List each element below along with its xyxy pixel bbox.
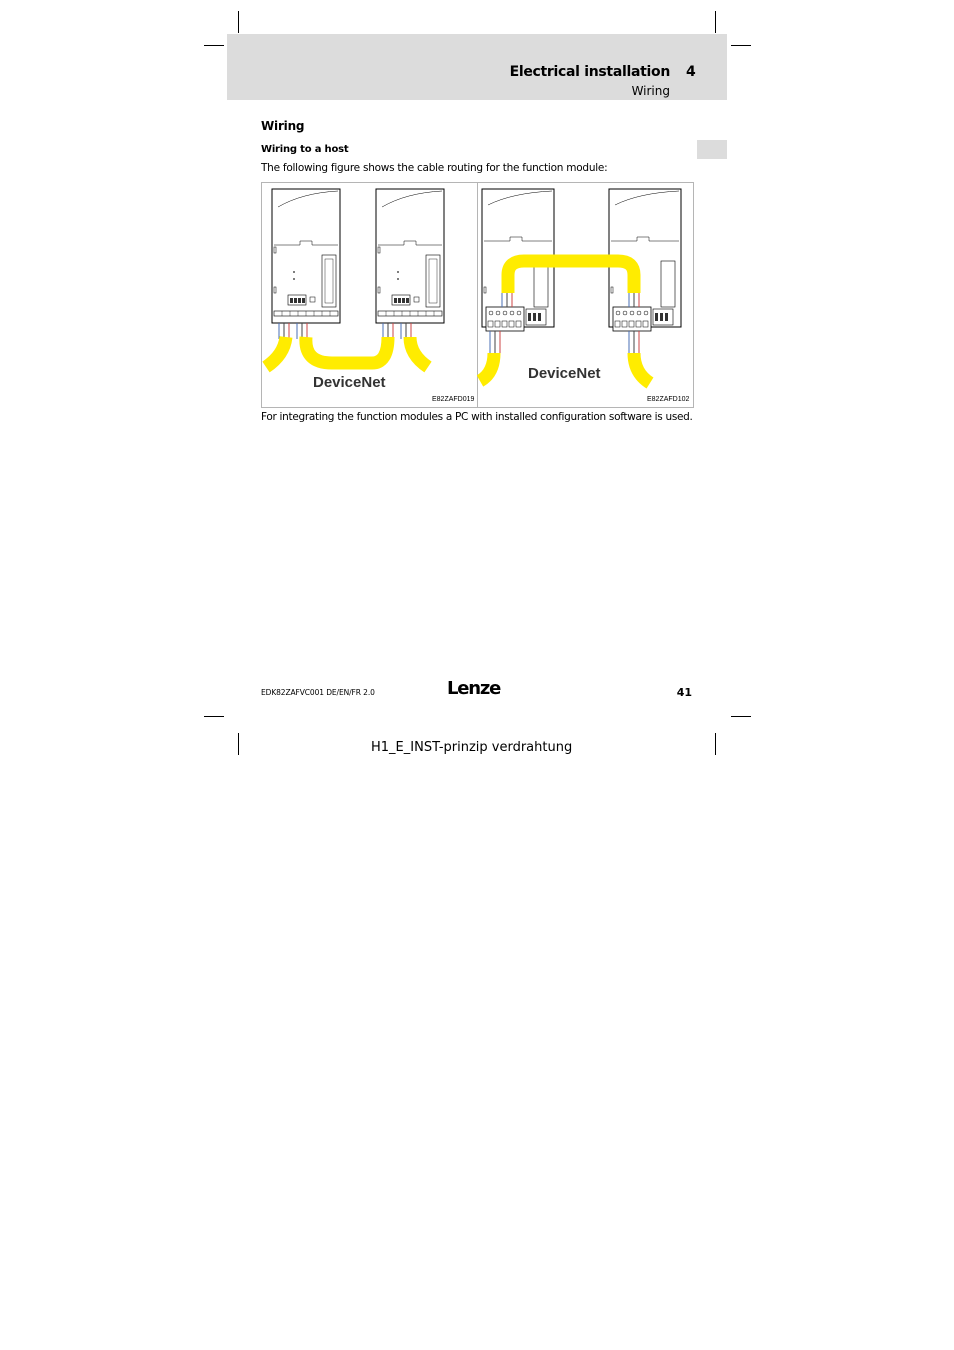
file-label: H1_E_INST-prinzip verdrahtung — [371, 740, 573, 755]
intro-paragraph: The following figure shows the cable routing for the function module: — [261, 162, 608, 174]
figure-caption-right: E82ZAFD102 — [647, 396, 690, 403]
document-code: EDK82ZAFVC001 DE/EN/FR 2.0 — [261, 688, 375, 697]
lenze-logo: Lenze — [447, 678, 501, 699]
crop-mark — [731, 716, 751, 717]
chapter-number: 4 — [686, 64, 696, 80]
crop-mark — [715, 733, 716, 755]
devicenet-label-left: DeviceNet — [313, 374, 386, 391]
devicenet-label-right: DeviceNet — [528, 365, 601, 382]
figure-caption-left: E82ZAFD019 — [432, 396, 475, 403]
crop-mark — [204, 716, 224, 717]
chapter-tab — [697, 140, 727, 159]
crop-mark — [715, 11, 716, 33]
section-heading: Wiring — [261, 119, 305, 133]
crop-mark — [238, 11, 239, 33]
crop-mark — [238, 733, 239, 755]
after-figure-paragraph: For integrating the function modules a PC with installed configuration software is used. — [261, 411, 693, 423]
section-title: Wiring — [631, 84, 670, 98]
chapter-title: Electrical installation — [509, 64, 670, 80]
page-number: 41 — [676, 686, 692, 699]
subsection-heading: Wiring to a host — [261, 144, 349, 155]
crop-mark — [731, 45, 751, 46]
crop-mark — [204, 45, 224, 46]
